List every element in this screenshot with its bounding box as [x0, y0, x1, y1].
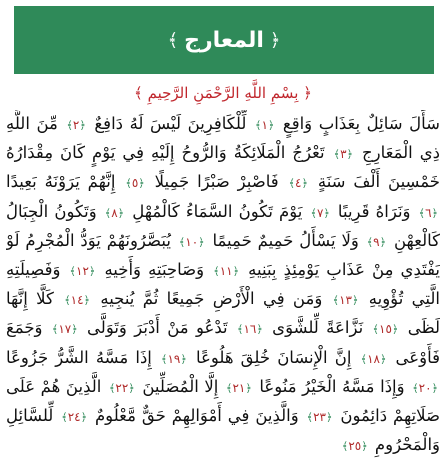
verse-number: ١٦ — [243, 322, 257, 337]
verse-text: الَّذِينَ هُمْ عَلَى صَلَاتِهِمْ دَائِمُونَ — [6, 376, 440, 426]
verse-number-marker: ﴿١٣﴾ — [332, 293, 359, 308]
verse-number: ١٨ — [367, 351, 380, 366]
verse-number: ٢١ — [232, 380, 246, 395]
verse-number-marker: ﴿٢٤﴾ — [61, 410, 88, 425]
verse-number-marker: ﴿٥﴾ — [125, 176, 145, 191]
verse-number-marker: ﴿٧﴾ — [310, 205, 330, 220]
verse-text: يُبَصَّرُونَهُمْ يَوَدُّ الْمُجْرِمُ لَوْ يَفْتَدِي مِنْ عَذَابِ يَوْمِئِذٍ بِبَنِيهِ — [6, 230, 440, 280]
verse-number: ٣ — [340, 147, 347, 162]
verse-number-marker: ﴿١٦﴾ — [237, 322, 263, 337]
verse-text: لِّلْكَافِرِينَ لَيْسَ لَهُ دَافِعٌ — [87, 114, 247, 133]
verse-number: ٢٥ — [348, 439, 362, 454]
verse-number: ٢٠ — [418, 380, 432, 395]
verse-number-marker: ﴿١١﴾ — [213, 264, 240, 279]
verse-text: وَتَكُونُ الْجِبَالُ كَالْعِهْنِ — [6, 201, 440, 250]
verse-number-marker: ﴿٢١﴾ — [225, 380, 252, 395]
verse-number: ١١ — [219, 264, 233, 279]
verse-number: ٧ — [316, 205, 324, 220]
verse-number-marker: ﴿٢﴾ — [66, 118, 86, 132]
verse-number: ٢ — [72, 118, 80, 132]
verse-number: ١٥ — [379, 322, 392, 337]
verse-text: إِنَّهُمْ يَرَوْنَهُ بَعِيدًا — [6, 172, 116, 192]
surah-title: المعارج — [184, 27, 264, 53]
surah-text — [6, 110, 440, 466]
verse-number-marker: ﴿٤﴾ — [288, 176, 308, 191]
verse-text: نَزَّاعَةً لِّلشَّوَى — [264, 318, 364, 338]
verse-text: مِّنَ اللَّهِ ذِي الْمَعَارِجِ — [6, 114, 440, 163]
verse-text: وَلَا يَسْأَلُ حَمِيمٌ حَمِيمًا — [206, 230, 359, 250]
verse-text: وَنَرَاهُ قَرِيبًا — [331, 201, 411, 221]
verse-number-marker: ﴿٦﴾ — [418, 205, 438, 220]
verse-number-marker: ﴿٢٢﴾ — [108, 380, 135, 395]
basmala: ﴿ بِسْمِ اللَّهِ الرَّحْمَنِ الرَّحِيمِ ﴾ — [134, 84, 312, 102]
verse-number: ٨ — [111, 205, 118, 220]
verse-number: ٩ — [373, 234, 380, 249]
header-ornament-right: ﴾ — [167, 29, 179, 51]
verse-number: ١٠ — [185, 234, 199, 249]
verse-number-marker: ﴿١٥﴾ — [372, 322, 399, 337]
verse-text: تَعْرُجُ الْمَلَائِكَةُ وَالرُّوحُ إِلَيْهِ فِي يَوْمٍ كَانَ مِقْدَارُهُ خَمْسِينَ أَلْفَ سَنَةٍ — [6, 143, 440, 192]
verse-text: إِلَّا الْمُصَلِّينَ — [136, 376, 219, 396]
verse-text: وَجَمَعَ فَأَوْعَى — [6, 318, 440, 367]
verse-number: ١٩ — [167, 351, 181, 366]
verse-text: فَاصْبِرْ صَبْرًا جَمِيلًا — [146, 172, 279, 192]
verse-text: يَوْمَ تَكُونُ السَّمَاءُ كَالْمُهْلِ — [126, 201, 303, 221]
verse-number-marker: ﴿١٤﴾ — [64, 293, 90, 308]
verse-number: ١٢ — [76, 264, 89, 279]
verse-text: كَلَّا إِنَّهَا لَظَى — [6, 289, 440, 338]
verse-number: ٤ — [295, 176, 302, 191]
verse-number: ١٧ — [58, 322, 72, 337]
verse-number: ٢٤ — [67, 410, 81, 425]
header-ornament-left: ﴿ — [269, 29, 281, 51]
verse-text: سَأَلَ سَائِلٌ بِعَذَابٍ وَاقِعٍ — [276, 114, 440, 133]
verse-number: ٢٣ — [313, 410, 326, 425]
verse-text: تَدْعُو مَنْ أَدْبَرَ وَتَوَلَّى — [79, 318, 228, 338]
verse-text: وَإِذَا مَسَّهُ الْخَيْرُ مَنُوعًا — [253, 376, 405, 396]
verse-number: ٦ — [425, 205, 432, 220]
verse-text: إِذَا مَسَّهُ الشَّرُّ جَزُوعًا — [6, 347, 152, 367]
verse-number-marker: ﴿٩﴾ — [366, 234, 387, 249]
verse-number-marker: ﴿١٢﴾ — [69, 264, 96, 279]
verse-number-marker: ﴿٢٣﴾ — [306, 410, 333, 425]
verse-number-marker: ﴿١٧﴾ — [51, 322, 78, 337]
verse-number-marker: ﴿٨﴾ — [104, 205, 125, 220]
verse-number-marker: ﴿١﴾ — [254, 118, 275, 132]
verse-number: ١٤ — [70, 293, 84, 308]
verse-text: وَالَّذِينَ فِي أَمْوَالِهِمْ حَقٌّ مَّعْلُومٌ — [89, 406, 299, 426]
verse-text: وَفَصِيلَتِهِ الَّتِي تُؤْوِيهِ — [6, 260, 440, 309]
verse-number-marker: ﴿١٠﴾ — [178, 234, 205, 249]
verse-text: إِنَّ الْإِنسَانَ خُلِقَ هَلُوعًا — [188, 347, 352, 367]
verse-number: ١٣ — [339, 293, 352, 308]
verse-number-marker: ﴿١٨﴾ — [360, 351, 387, 366]
surah-header — [14, 6, 434, 74]
verse-number-marker: ﴿٢٥﴾ — [341, 439, 368, 454]
verse-number: ٢٢ — [115, 380, 129, 395]
verse-number: ١ — [261, 118, 268, 132]
verse-number: ٥ — [131, 176, 139, 191]
verse-number-marker: ﴿٢٠﴾ — [412, 380, 438, 395]
verse-number-marker: ﴿٣﴾ — [333, 147, 353, 162]
verse-number-marker: ﴿١٩﴾ — [161, 351, 187, 366]
verse-text: لِّلسَّائِلِ وَالْمَحْرُومِ — [6, 406, 440, 455]
verse-text: وَصَاحِبَتِهِ وَأَخِيهِ — [97, 260, 205, 280]
verse-text: وَمَن فِي الْأَرْضِ جَمِيعًا ثُمَّ يُنجِيهِ — [92, 289, 323, 309]
